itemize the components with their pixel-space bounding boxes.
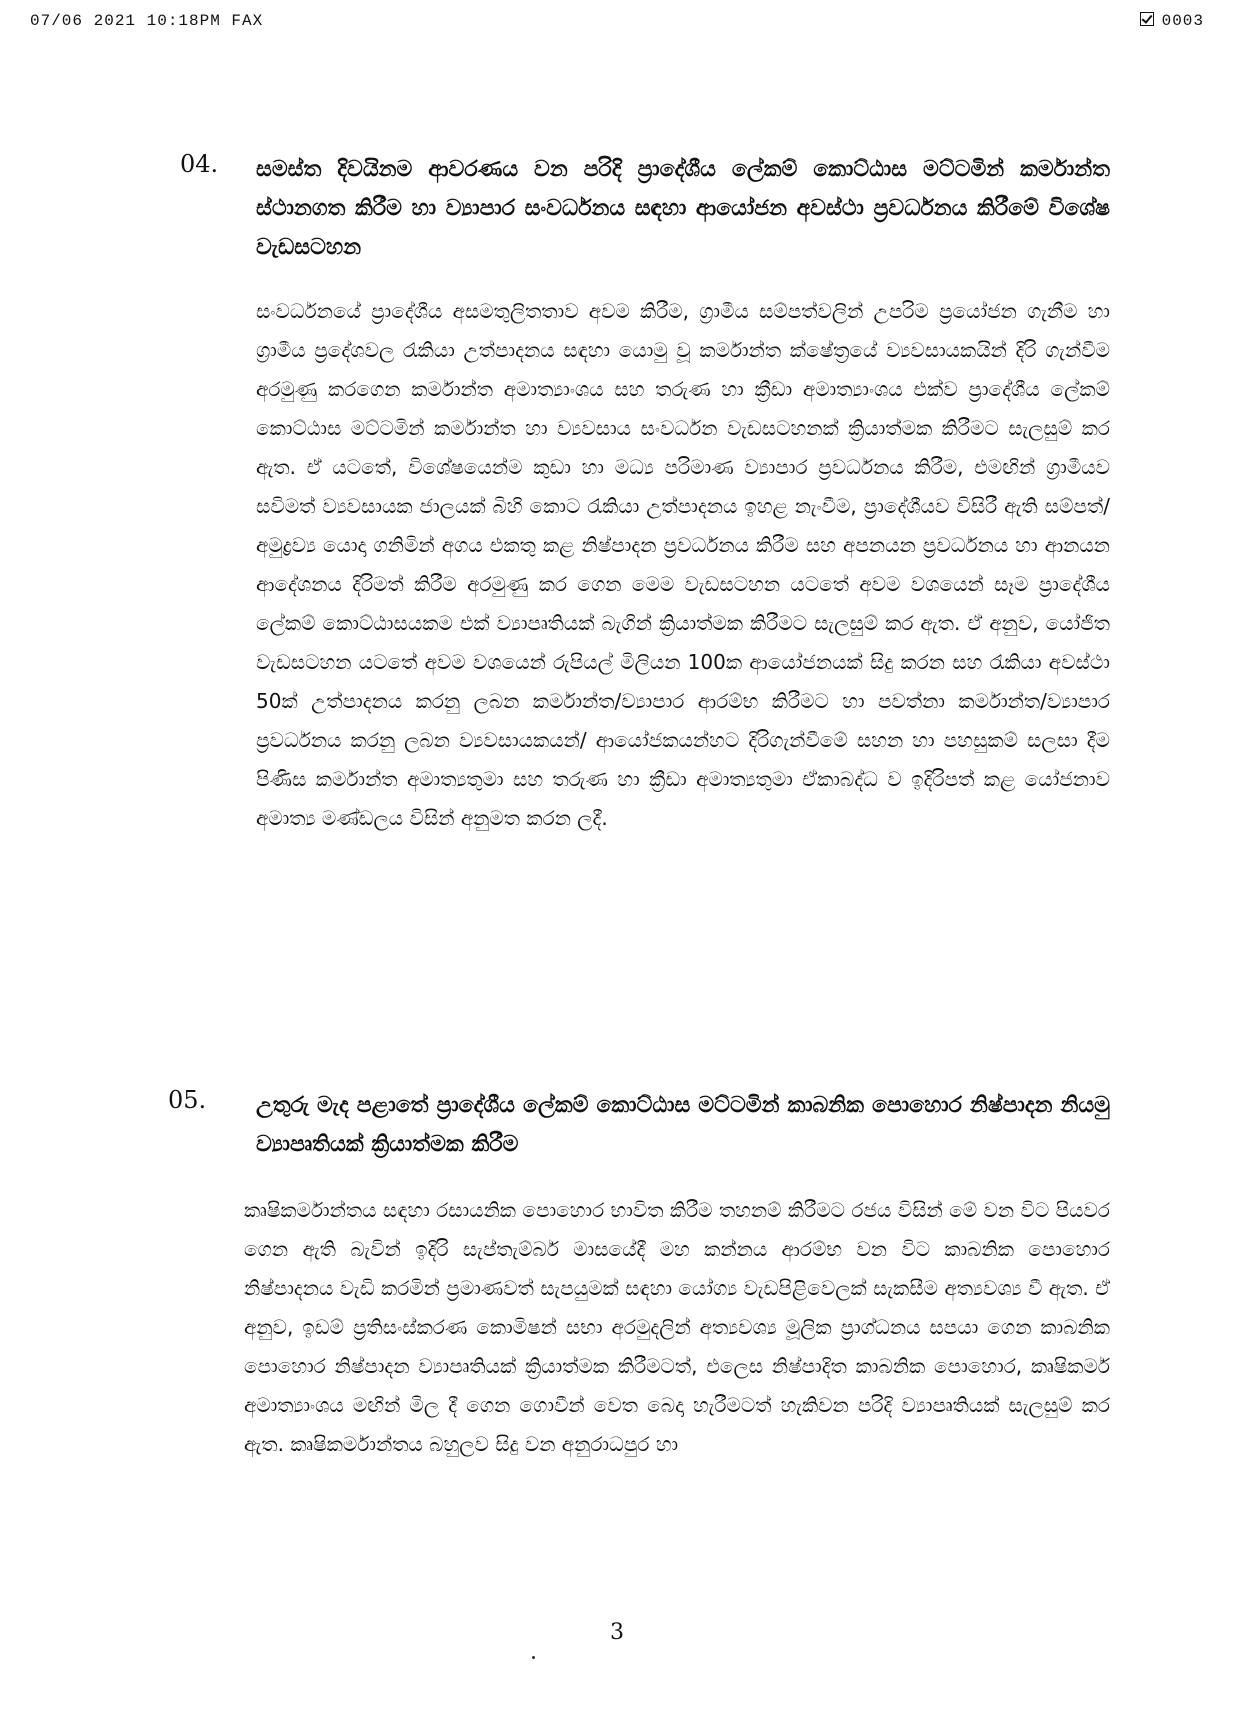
fax-page-code-text: 0003 (1161, 12, 1204, 30)
scan-dot (532, 1656, 535, 1659)
section-title: උතුරු මැද පළාතේ ප්‍රාදේශීය ලේකම් කොට්ඨාස මට්ටමින් කාබනික පොහොර නිෂ්පාදන නියමු ව්‍යාපෘතියක් ක්‍රියාත්මක කිරීම (256, 1093, 1110, 1157)
page-number: 3 (610, 1620, 624, 1645)
section-number: 05. (168, 1086, 207, 1114)
section-body: සංවර්ධනයේ ප්‍රාදේශීය අසමතුලිතතාව අවම කිරීම, ග්‍රාමීය සම්පත්වලින් උපරිම ප්‍රයෝජන ගැනීම හා ග්‍රාමීය ප්‍රදේශවල රැකියා උත්පාදනය සඳහා යොමු වූ කර්මාන්ත ක්ෂේත්‍රයේ ව්‍යවසායකයින් දිරි ගැන්වීම අරමුණු කරගෙන කර්මාන්ත අමාත්‍යාංශය සහ තරුණ හා ක්‍රීඩා අමාත්‍යාංශය එක්ව ප්‍රාදේශීය ලේකම් කොට්ඨාස මට්ටමින් කර්මාන්ත හා ව්‍යවසාය සංවර්ධන වැඩසටහනක් ක්‍රියාත්මක කිරීමට සැලසුම් කර ඇත. ඒ යටතේ, විශේෂයෙන්ම කුඩා හා මධ්‍ය පරිමාණ ව්‍යාපාර ප්‍රවර්ධනය කිරීම, එමඟින් ග්‍රාමීයව සවිමත් ව්‍යවසායක ජාලයක් බිහි කොට රැකියා උත්පාදනය ඉහළ නැංවීම, ප්‍රාදේශීයව විසිරී ඇති සම්පත්/අමුද්‍රව්‍ය යොදා ගනිමින් අගය එකතු කළ නිෂ්පාදන ප්‍රවර්ධනය කිරීම සහ අපනයන ප්‍රවර්ධනය හා ආනයන ආදේශනය දිරිමත් කිරීම අරමුණු කර ගෙන මෙම වැඩසටහන යටතේ අවම වශයෙන් සෑම ප්‍රාදේශීය ලේකම් කොට්ඨාසයකම එක් ව්‍යාපෘතියක් බැගින් ක්‍රියාත්මක කිරීමට සැලසුම් කර ඇත. ඒ අනුව, යෝජිත වැඩසටහන යටතේ අවම වශයෙන් රුපියල් මිලියන 100ක ආයෝජනයක් සිදු කරන සහ රැකියා අවස්ථා 50ක් උත්පාදනය කරනු ලබන කර්මාන්ත/ව්‍යාපාර ආරම්භ කිරීමට හා පවත්නා කර්මාන්ත/ව්‍යාපාර ප්‍රවර්ධනය කරනු ලබන ව්‍යවසායකයන්/ ආයෝජකයන්හට දිරිගැන්වීමේ සහන හා පහසුකම් සලසා දීම පිණිස කර්මාන්ත අමාත්‍යතුමා සහ තරුණ හා ක්‍රීඩා අමාත්‍යතුමා ඒකාබද්ධ ව ඉදිරිපත් කළ යෝජනාව අමාත්‍ය මණ්ඩලය විසින් අනුමත කරන ලදී. (256, 299, 1110, 830)
section-body: කෘෂිකර්මාන්තය සඳහා රසායනික පොහොර භාවිත කිරීම තහනම් කිරීමට රජය විසින් මේ වන විට පියවර ගෙන ඇති බැවින් ඉදිරි සැප්තැම්බර් මාසයේදී මහ කන්නය ආරම්භ වන විට කාබනික පොහොර නිෂ්පාදනය වැඩි කරමින් ප්‍රමාණවත් සැපයුමක් සඳහා යෝග්‍ය වැඩපිළිවෙලක් සැකසීම අත්‍යවශ්‍ය වී ඇත. ඒ අනුව, ඉඩම් ප්‍රතිසංස්කරණ කොමිෂන් සභා අරමුදලින් අත්‍යවශ්‍ය මූලික ප්‍රාග්ධනය සපයා ගෙන කාබනික පොහොර නිෂ්පාදන ව්‍යාපෘතියක් ක්‍රියාත්මක කිරීමටත්, එලෙස නිෂ්පාදිත කාබනික පොහොර, කෘෂිකර්ම අමාත්‍යාංශය මඟින් මිල දී ගෙන ගොවීන් වෙත බෙදා හැරීමටත් හැකිවන පරිදි ව්‍යාපෘතියක් සැලසුම් කර ඇත. කෘෂිකර්මාන්තය බහුලව සිදු වන අනුරාධපුර හා (244, 1198, 1110, 1456)
fax-timestamp: 07/06 2021 10:18PM FAX (30, 12, 264, 30)
section-number: 04. (180, 150, 219, 178)
fax-page-code (1140, 12, 1204, 30)
fax-header (30, 12, 1204, 36)
checkbox-icon (1140, 12, 1154, 26)
section-title: සමස්ත දිවයිනම ආවරණය වන පරිදි ප්‍රාදේශීය ලේකම් කොට්ඨාස මට්ටමින් කර්මාන්ත ස්ථානගත කිරීම හා ව්‍යාපාර සංවර්ධනය සඳහා ආයෝජන අවස්ථා ප්‍රවර්ධනය කිරීමේ විශේෂ වැඩසටහන (256, 157, 1110, 260)
